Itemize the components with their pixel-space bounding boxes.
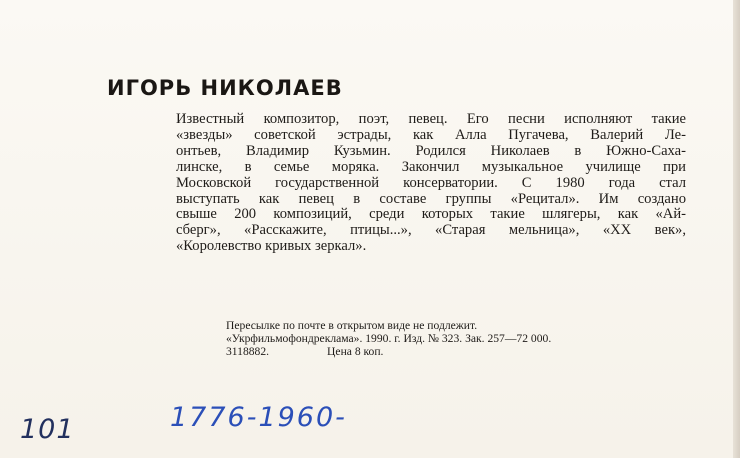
bio-line: Известный композитор, поэт, певец. Его песни исполняют такие [176,111,686,127]
page-title: ИГОРЬ НИКОЛАЕВ [107,76,343,100]
bio-line: линске, в семье моряка. Закончил музыкальное училище при [176,158,686,175]
price-label: Цена 8 коп. [327,344,384,358]
card-right-edge [733,0,740,458]
bio-line: сберг», «Расскажите, птицы...», «Старая мельница», «XX век», [176,222,686,239]
handwritten-annotation: 1776-1960- [170,402,347,433]
publisher-imprint [226,320,686,358]
handwritten-number: 101 [20,414,75,445]
bio-line: выступать как певец в составе группы «Рецитал». Им создано [176,190,686,207]
biography-paragraph [176,112,686,255]
mailing-notice: Пересылке по почте в открытом виде не подлежит. [226,319,478,332]
bio-line: свыше 200 композиций, среди которых такие шлягеры, как «Ай- [176,206,686,223]
bio-line: «Королевство кривых зеркал». [176,238,367,255]
bio-line: Московской государственной консерватории. С 1980 года стал [176,174,686,191]
bio-line: онтьев, Владимир Кузьмин. Родился Николаев в Южно-Саха- [176,142,686,159]
publisher-line: «Укрфильмофондреклама». 1990. г. Изд. № 323. Зак. 257—72 000. [226,331,552,345]
print-code: 3118882. [226,344,270,358]
code-price-row [226,346,686,359]
bio-line: «звезды» советской эстрады, как Алла Пугачева, Валерий Ле- [176,126,686,143]
